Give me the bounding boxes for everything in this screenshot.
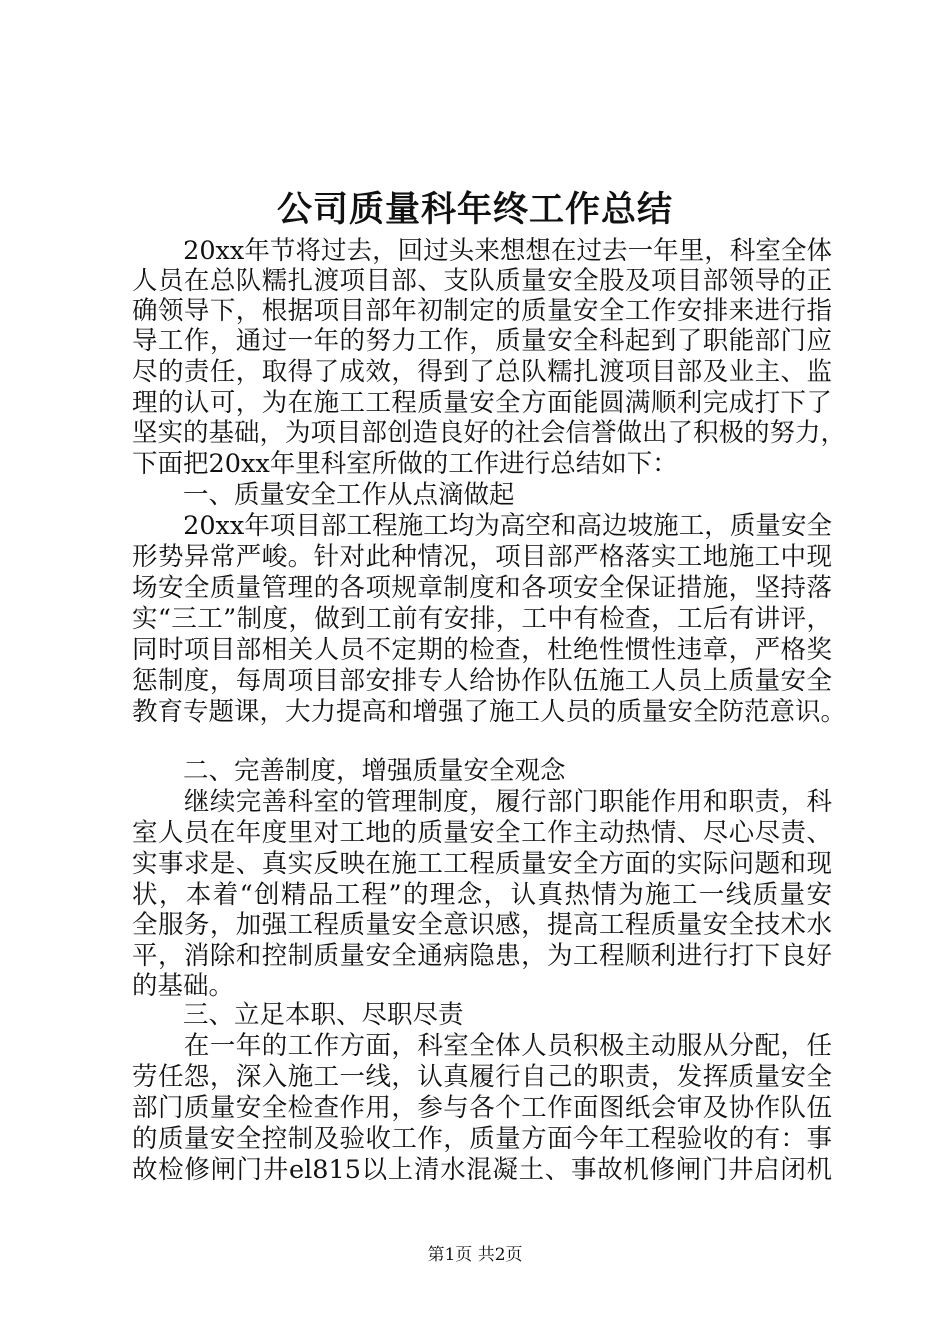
paragraph-line: 确领导下，根据项目部年初制定的质量安全工作安排来进行指	[132, 296, 832, 326]
paragraph-line: 继续完善科室的管理制度，履行部门职能作用和职责，科	[132, 787, 832, 817]
paragraph-line: 惩制度，每周项目部安排专人给协作队伍施工人员上质量安全	[132, 666, 832, 696]
paragraph-line: 场安全质量管理的各项规章制度和各项安全保证措施，坚持落	[132, 573, 832, 603]
paragraph-line: 形势异常严峻。针对此种情况，项目部严格落实工地施工中现	[132, 542, 832, 572]
page-title: 公司质量科年终工作总结	[276, 189, 673, 230]
section-heading: 三、立足本职、尽职尽责	[132, 1000, 464, 1030]
paragraph-line: 坚实的基础，为项目部创造良好的社会信誉做出了积极的努力，	[132, 418, 847, 448]
paragraph-line: 20xx年项目部工程施工均为高空和高边坡施工，质量安全	[132, 511, 832, 541]
paragraph-line: 下面把20xx年里科室所做的工作进行总结如下：	[132, 449, 678, 479]
paragraph-line: 在一年的工作方面，科室全体人员积极主动服从分配，任	[132, 1031, 832, 1061]
paragraph-line: 理的认可，为在施工工程质量安全方面能圆满顺利完成打下了	[132, 388, 832, 418]
paragraph-line: 教育专题课，大力提高和增强了施工人员的质量安全防范意识。	[132, 697, 847, 727]
paragraph-line: 导工作，通过一年的努力工作，质量安全科起到了职能部门应	[132, 326, 832, 356]
paragraph-line: 的质量安全控制及验收工作，质量方面今年工程验收的有：事	[132, 1124, 832, 1154]
paragraph-line: 室人员在年度里对工地的质量安全工作主动热情、尽心尽责、	[132, 818, 832, 848]
paragraph-line: 劳任怨，深入施工一线，认真履行自己的职责，发挥质量安全	[132, 1062, 832, 1092]
paragraph-line: 尽的责任，取得了成效，得到了总队糯扎渡项目部及业主、监	[132, 357, 832, 387]
paragraph-line: 同时项目部相关人员不定期的检查，杜绝性惯性违章，严格奖	[132, 635, 832, 665]
section-heading: 一、质量安全工作从点滴做起	[132, 480, 515, 510]
paragraph-line: 实“三工”制度，做到工前有安排，工中有检查，工后有讲评，	[132, 604, 832, 634]
paragraph-line: 部门质量安全检查作用，参与各个工作面图纸会审及协作队伍	[132, 1093, 832, 1123]
paragraph-line: 平，消除和控制质量安全通病隐患，为工程顺利进行打下良好	[132, 941, 832, 971]
paragraph-line: 实事求是、真实反映在施工工程质量安全方面的实际问题和现	[132, 849, 832, 879]
section-heading: 二、完善制度，增强质量安全观念	[132, 756, 566, 786]
page-footer: 第1页 共2页	[427, 1245, 523, 1265]
paragraph-line: 状，本着“创精品工程”的理念，认真热情为施工一线质量安	[132, 880, 832, 910]
paragraph-line: 全服务，加强工程质量安全意识感，提高工程质量安全技术水	[132, 910, 832, 940]
paragraph-line: 的基础。	[132, 971, 235, 1001]
paragraph-line: 人员在总队糯扎渡项目部、支队质量安全股及项目部领导的正	[132, 266, 832, 296]
paragraph-line: 20xx年节将过去，回过头来想想在过去一年里，科室全体	[132, 236, 832, 266]
paragraph-line: 故检修闸门井el815以上清水混凝土、事故机修闸门井启闭机	[132, 1155, 832, 1185]
